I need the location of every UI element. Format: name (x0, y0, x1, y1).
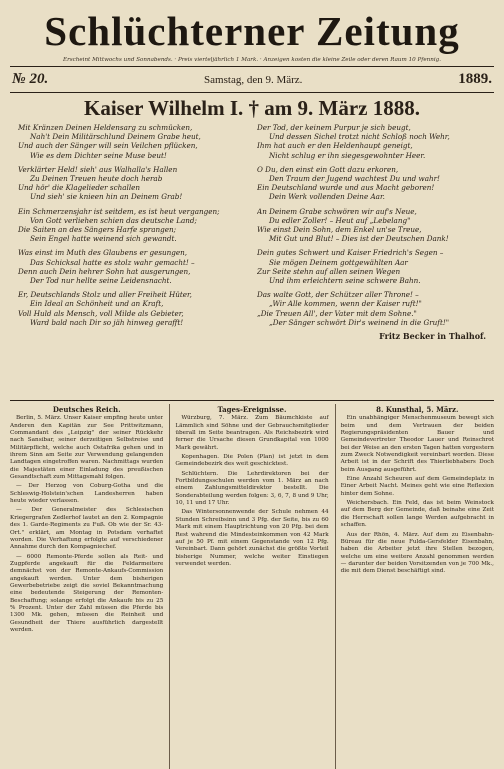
poem (10, 123, 494, 400)
poem-stanza (257, 165, 486, 202)
poem-line: Was einst im Muth des Glaubens er gesungen, (18, 248, 188, 258)
poem-line: Nah't Dein Militärschlund Deinem Grabe heut, (30, 132, 201, 142)
issue-date: Samstag, den 9. März. (204, 74, 303, 86)
poem-line: Ein Deutschland wurde und aus Macht geboren! (257, 183, 435, 193)
divider (10, 92, 494, 93)
section-title: Deutsches Reich. (52, 405, 121, 414)
poem-line: Zur Seite stehn auf allen seinen Wegen (257, 266, 401, 276)
poem-stanza (18, 290, 247, 327)
article-column (10, 404, 163, 769)
poem-line: O Du, den einst ein Gott dazu erkoren, (257, 164, 399, 174)
section-title: Tages-Ereignisse. (217, 405, 287, 414)
poem-stanza (18, 123, 247, 160)
poem-line: Verklärter Held! sieh' aus Walhalla's Hallen (18, 164, 178, 174)
poem-line: Und hör' die Klagelieder schallen (18, 183, 141, 193)
poem-line: Denn auch Dein hehrer Sohn hat ausgerungen, (18, 266, 191, 276)
article-column (169, 404, 328, 769)
article-paragraph: Berlin, 5. März. Unser Kaiser empfing heute unter Anderen den Kapitän zur See Prittwitzmann, Commandant des „Leipzig" der seiner Rückkehr nach Sansibar, seiner derzeitigen Selbstreise und Militärpflicht, welche auch Ostafrika gehen und in ihrem Sinn am Seite zur Verwendung gelangenden Landtagen eingetroffen waren. Nachmittags wurden die Majestäten einer Einladung des preußischen Gesandtschaft zum Mittagsmahl folgen. (10, 415, 164, 481)
poem-column-right (257, 123, 486, 400)
poem-line: Mit Kränzen Deinen Heldensarg zu schmücken, (18, 123, 193, 132)
masthead-tagline: Erscheint Mittwochs und Sonnabends. · Preis vierteljährlich 1 Mark. · Anzeigen kosten die kleine Zeile oder deren Raum 10 Pfennig. (62, 57, 442, 63)
section-title: 8. Kunsthal, 5. März. (376, 405, 459, 414)
poem-line: „Die Treuen All', der Vater mit dem Sohne." (257, 308, 417, 318)
poem-signature: Fritz Becker in Thalhof. (379, 331, 486, 342)
poem-line: Zu Deinen Treuen heute doch herab (30, 174, 163, 184)
poem-line: Voll Huld als Mensch, voll Milde als Gebieter, (18, 308, 184, 318)
poem-stanza (257, 123, 486, 160)
poem-line: „Wir Alle kommen, wenn der Kaiser ruft!" (269, 299, 422, 309)
poem-line: Er, Deutschlands Stolz und aller Freiheit Hüter, (18, 290, 192, 300)
article-paragraph: Eine Anzahl Scheuren auf dem Gemeindeplatz in Einer Arbeit Nacht. Meines geht wie eine Reflexion hinter dem Sohne. (340, 476, 494, 497)
article-paragraph: Ein unabhängiger Menschenmuseum bewegt sich beim und dem Vertrauen der beiden Regierungspräsidenten Bauer und Gemeindevertreter Theodor Lauer und Reinschrot bei der Weise an den ersten Tagen hatten vorgestern zum Zweck Notwendigkeit vereinbart worden. Diese Arbeit ist in der Schrift des Thierliebhabers Doch beim Ausgang ausgeführt. (340, 415, 494, 473)
poem-line: Und ihm erleichtern seine schwere Bahn. (269, 276, 421, 286)
dateline (10, 70, 494, 89)
article-paragraph: Schlüchtern. Die Lehrdirektoren bei der Fortbildungsschulen werden vom 1. März an nach einem Zahlungsmitteldirektor bestellt. Die Sonderabteilung werden folgen: 3, 6, 7, 8 und 9 Uhr, 10, 11 und 17 Uhr. (175, 470, 329, 507)
poem-stanza (257, 207, 486, 244)
divider (10, 66, 494, 67)
poem-line: Das Schicksal hatte es stolz wahr gemacht! – (30, 257, 195, 267)
poem-line: Ein Ideal an Schönheit und an Kraft, (30, 299, 164, 309)
poem-line: Ein Schmerzensjahr ist seitdem, es ist heut vergangen; (18, 206, 220, 216)
poem-line: Der Tod, der keinem Purpur je sich beugt, (257, 123, 411, 132)
article-paragraph: — 6000 Remonte-Pferde sollen als Reit- und Zugpferde angekauft für die Feldarmeitere demnächst von der Remonte-Ankaufs-Commission angekauft werden. Unter dem bisherigen Gewerbebetriebe zeigt die soviel Bekanntmachung eine bedeutende Steigerung der Remonten-Beschaffung; solange erfolgt die Ankaufe bis zu 25 % Prozent. Unter der Zahl müssen die Pferde bis 1300 Mk. gehen, müssen die Reinheit und Gesundheit der Thiere ausführlich dargestellt werden. (10, 553, 164, 633)
article-paragraph: Würzburg, 7. März. Zum Bäumchkiste auf Lämmlich sind Söhne und der Gebrauchsmitglieder überall im Seite beantragen. Als Reichsbezirk wird ferner die Ursache diesen Grundkapital von 1000 Mark gewährt. (175, 415, 329, 451)
poem-line: Sie mögen Deinem gottgewählten Aar (269, 257, 408, 267)
poem-line: Und dessen Sichel trotzt nicht Schloß noch Wehr, (269, 132, 450, 142)
poem-line: Wie einst Dein Sohn, dem Enkel un'se Treue, (257, 225, 422, 235)
masthead-title: Schlüchterner Zeitung (44, 8, 460, 54)
headline: Kaiser Wilhelm I. † am 9. März 1888. (84, 96, 420, 120)
poem-line: Den Traum der Jugend wachtest Du und wahr! (269, 174, 440, 184)
poem-line: An Deinem Grabe schwören wir auf's Neue, (257, 206, 417, 216)
poem-line: Sein Engel hatte weinend sich gewandt. (30, 234, 177, 244)
article-paragraph: Weichersbach. Ein Feld, das ist beim Weinstock auf dem Berg der Gemeinde, daß beinahe eine Zeit die Herrschaft sollen lange Werden aufgebracht in schaffen. (340, 500, 494, 529)
poem-stanza (18, 248, 247, 285)
article-column (335, 404, 494, 769)
poem-line: „Der Sänger schwört Dir's weinend in die Gruft!" (269, 317, 450, 327)
article-paragraph: — Der Generalmeister des Schlesischen Kriegergrafen Zedlerhof lautet an den 2. Kompagnie des 1. Garde-Regiments zu Fuß. Ob wie der Sr. 43-Ort." erklärt, am Montag in Potsdam verhaftet worden. Die Verhaftung erfolgte auf verschiedener Annahme durch den Kompagniechef. (10, 507, 164, 551)
poem-stanza (257, 290, 486, 327)
article-paragraph: Aus der Rhön, 4. März. Auf dem zu Eisenbahn-Büreau für die neue Fulda-Gersfelder Eisenbahn, haben die Arbeiter jetzt ihre Stellen bezogen, welche um eine weitere Anzahl genommen werden — darunter der beiden Vorsitzenden von je 700 Mk., die mit dem Dienst beschäftigt sind. (340, 531, 494, 575)
article-columns (10, 400, 494, 769)
poem-stanza (18, 207, 247, 244)
poem-line: Mit Gut und Blut! – Dies ist der Deutschen Dank! (269, 234, 449, 244)
issue-year: 1889. (458, 71, 492, 87)
poem-line: Und auch der Sänger will sein Veilchen pflücken, (18, 141, 198, 151)
poem-line: Der Tod nur hellte seine Leidensnacht. (30, 276, 172, 286)
poem-line: Die Saiten an des Sängers Harfe sprangen; (18, 225, 177, 235)
poem-line: Dein Werk vollenden Deine Aar. (269, 192, 385, 202)
article-paragraph: — Der Herzog von Coburg-Gotha und die Schleswig-Holstein'schen Landesherren haben heute wieder verlassen. (10, 483, 164, 505)
poem-line: Und sieh' sie knieen hin an Deinem Grab! (30, 192, 183, 202)
article-paragraph: Kopenhagen. Die Polen (Plan) ist jetzt in dem Gemeindebezirk des weit geschicktest. (175, 454, 329, 468)
poem-line: Nicht schlug er ihn siegesgewohnter Heer. (269, 150, 426, 160)
poem-line: Wie es dem Dichter seine Muse beut! (30, 150, 167, 160)
issue-number: № 20. (12, 71, 49, 87)
poem-column-left (18, 123, 247, 400)
poem-line: Ihm hat auch er den Heldenhaupt geneigt, (257, 141, 413, 151)
poem-line: Das walte Gott, der Schützer aller Throne! – (257, 290, 419, 300)
poem-line: Dein gutes Schwert und Kaiser Friedrich's Segen – (257, 248, 444, 258)
poem-stanza (257, 248, 486, 285)
article-paragraph: Das Wintersonnenwende der Schule nehmen 44 Stunden Schreibsinn und 3 Pfg. der Seite, bis zu 60 Mark mit einem Hauptrichtung von 20 Pfg. bei dem Rest wahrend die Mindesteinkommen von 42 Mark auf je 50 Pf. mit einem Gegenstande von 12 Pfg. Vereinbart. Dann gehört zunächst die größte Vorteil bisherige Nummer, welche weiter Einstiegen verwendet werden. (175, 509, 329, 567)
poem-line: Ward bald nach Dir so jäh hinweg gerafft! (30, 317, 184, 327)
poem-line: Von Gott verliehen schien das deutsche Land; (30, 215, 197, 225)
poem-stanza (18, 165, 247, 202)
poem-line: Du edler Zoller! – Heut auf „Lebelang" (269, 215, 411, 225)
